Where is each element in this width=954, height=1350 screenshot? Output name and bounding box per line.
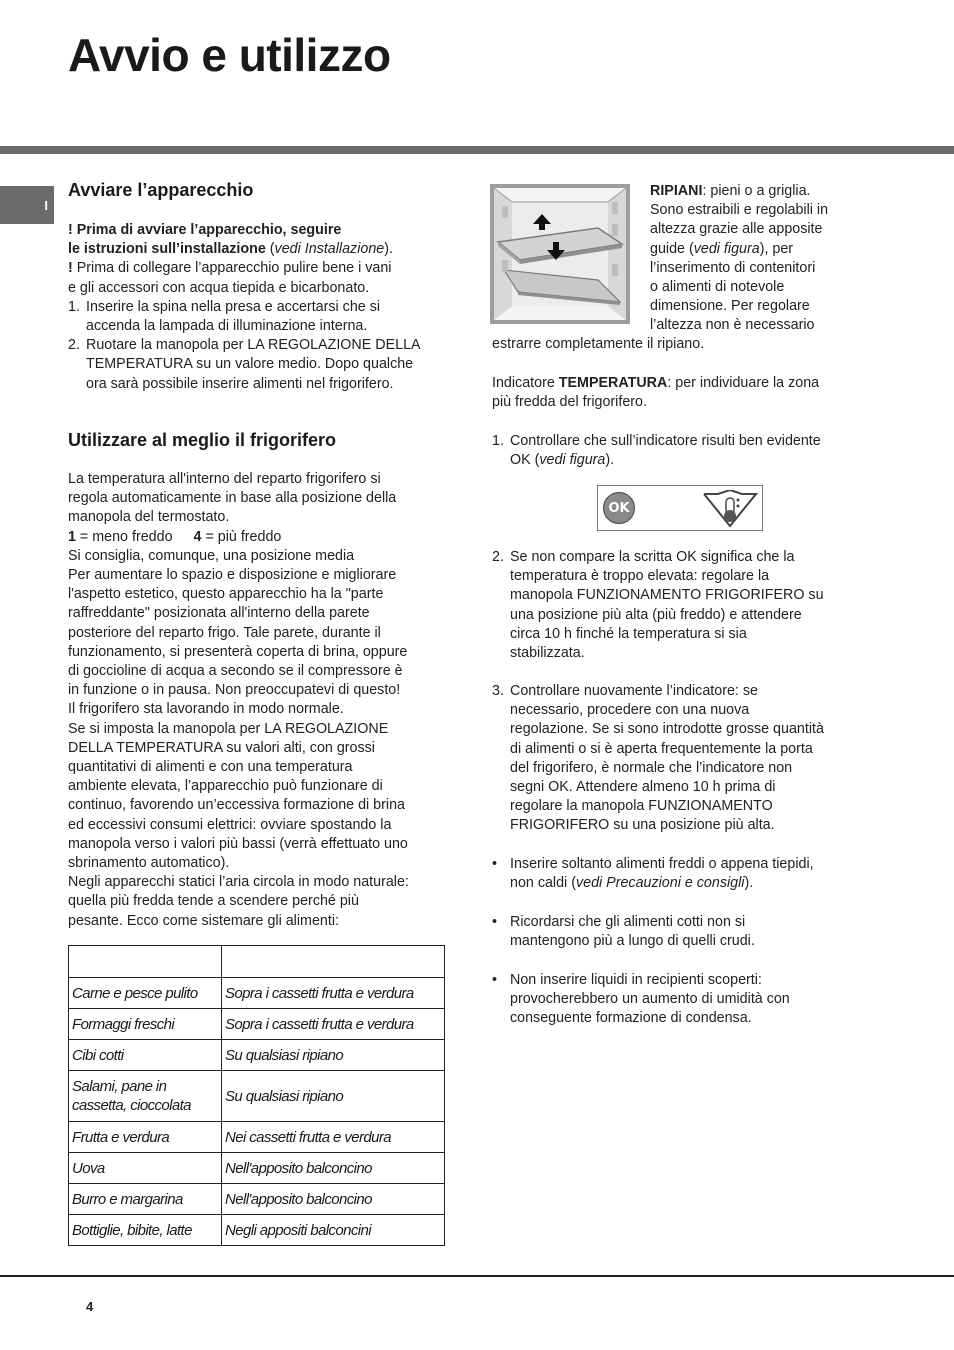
check-step-2-line: Se non compare la scritta OK significa che la (510, 549, 795, 565)
shelves-line-5: l’inserimento di contenitori (650, 259, 816, 276)
header-divider-bar (0, 146, 954, 154)
check-step-3-line: necessario, procedere con una nuova (510, 702, 750, 719)
table-cell-place: Nei cassetti frutta e verdura (222, 1122, 445, 1153)
check-step-3-line: regolazione. Se si sono introdotte grosse quantità (510, 721, 824, 738)
bullet-icon: • (492, 914, 498, 930)
table-cell-food (69, 1071, 222, 1122)
footer-divider (0, 1275, 954, 1277)
tip-1-line-1: Inserire soltanto alimenti freddi o appena tiepidi, (510, 856, 814, 872)
usage-line: Il frigorifero sta lavorando in modo normale. (68, 701, 344, 718)
table-cell-place: Nell'apposito balconcino (222, 1153, 445, 1184)
shelves-line-4-b: ), per (759, 240, 794, 257)
tip-3-item (492, 971, 864, 1029)
table-cell-place: Sopra i cassetti frutta e verdura (222, 1009, 445, 1040)
check-step-1-ref: vedi figura (539, 452, 606, 469)
usage-line: raffreddante" posizionata all'interno della parete (68, 605, 370, 622)
usage-line: Per aumentare lo spazio e disposizione e migliorare (68, 567, 397, 584)
scale-max-number: 4 (193, 528, 202, 545)
table-cell-food: Uova (69, 1153, 222, 1184)
check-step-3-line: segni OK. Attendere almeno 10 h prima di (510, 779, 776, 796)
table-cell-food: Bottiglie, bibite, latte (69, 1215, 222, 1246)
shelves-line-9: estrarre completamente il ripiano. (492, 336, 705, 352)
check-step-3-line: di alimenti o si è aperta frequentemente la porta (510, 740, 813, 757)
usage-line: sbrinamento automatico). (68, 855, 230, 872)
usage-line: Si consiglia, comunque, una posizione media (68, 547, 355, 564)
page-number: 4 (86, 1299, 94, 1314)
usage-line: manopola del termostato. (68, 509, 230, 526)
warning-1-bold-b: le istruzioni sull’installazione (68, 241, 266, 258)
bullet-icon: • (492, 972, 498, 988)
check-step-3-item (492, 682, 866, 836)
usage-line: ambiente elevata, l’apparecchio può funzionare di (68, 778, 383, 795)
table-cell-food-line-2: cassetta, cioccolata (72, 1097, 191, 1114)
start-step-1 (68, 298, 448, 336)
warning-1-paren-close: ). (384, 241, 393, 258)
table-cell-food: Formaggi freschi (69, 1009, 222, 1040)
tip-2-line-1: Ricordarsi che gli alimenti cotti non si (510, 914, 746, 930)
shelves-description (650, 182, 880, 336)
usage-lines-a (68, 470, 453, 528)
usage-line: quantitativi di alimenti e con una temperatura (68, 759, 353, 776)
check-step-3-line: regolare la manopola FUNZIONAMENTO (510, 798, 773, 815)
shelves-line-4-ref: vedi figura (693, 240, 760, 257)
table-header-row (69, 946, 445, 978)
table-row (69, 1184, 445, 1215)
usage-line: Negli apparecchi statici l’aria circola in modo naturale: (68, 874, 409, 891)
start-step-1-line-1: Inserire la spina nella presa e accertarsi che si (86, 298, 381, 315)
table-row (69, 1071, 445, 1122)
usage-line: l'aspetto estetico, questo apparecchio ha la "parte (68, 586, 384, 603)
usage-line: DELLA TEMPERATURA su valori alti, con grossi (68, 739, 375, 756)
check-step-2-line: circa 10 h finché la temperatura si sia (510, 625, 747, 642)
usage-line: pesante. Ecco come sistemare gli alimenti: (68, 912, 339, 929)
food-placement-table (68, 945, 445, 1246)
start-step-2-line-2: TEMPERATURA su un valore medio. Dopo qualche (86, 356, 414, 373)
tip-3-line-2: provocherebbero un aumento di umidità con (510, 991, 790, 1008)
usage-line: continuo, favorendo un’eccessiva formazione di brina (68, 797, 405, 814)
table-row (69, 1040, 445, 1071)
warning-2-mark: ! (68, 260, 73, 277)
usage-line: Se si imposta la manopola per LA REGOLAZIONE (68, 720, 389, 737)
check-step-3-line: Controllare nuovamente l’indicatore: se (510, 683, 758, 699)
ok-indicator-circle (603, 492, 635, 524)
table-row (69, 1215, 445, 1246)
usage-line: quella più fredda tende a scendere perché più (68, 893, 359, 910)
table-cell-place: Nell'apposito balconcino (222, 1184, 445, 1215)
indicator-line-2: più fredda del frigorifero. (492, 394, 647, 411)
shelves-line-7: dimensione. Per regolare (650, 298, 810, 315)
indicator-line-1-a: Indicatore (492, 375, 559, 391)
check-step-2 (492, 548, 864, 663)
shelves-label: RIPIANI (650, 183, 703, 199)
table-cell-place: Su qualsiasi ripiano (222, 1071, 445, 1122)
shelf-figure-icon (490, 184, 630, 324)
check-step-2-line: temperatura è troppo elevata: regolare la (510, 568, 770, 585)
usage-lines-b (68, 547, 453, 931)
scale-min-number: 1 (68, 528, 76, 545)
warning-1-ref: vedi Installazione (274, 241, 385, 258)
check-step-3 (492, 682, 866, 836)
warning-1 (68, 221, 448, 259)
language-tab (0, 186, 54, 224)
table-cell-place: Negli appositi balconcini (222, 1215, 445, 1246)
table-cell-food: Burro e margarina (69, 1184, 222, 1215)
indicator-description (492, 374, 864, 412)
check-step-2-line: una posizione più alta (più freddo) e attendere (510, 606, 802, 623)
check-step-3-line: del frigorifero, è normale che l’indicatore non (510, 759, 793, 776)
tip-3-line-3: conseguente formazione di condensa. (510, 1010, 752, 1027)
usage-line: regola automaticamente in base alla posizione della (68, 490, 397, 507)
check-step-2-item (492, 548, 864, 663)
section-heading-usage: Utilizzare al meglio il frigorifero (68, 430, 337, 450)
indicator-label: TEMPERATURA (558, 375, 668, 391)
scale-max-text: = più freddo (201, 528, 282, 545)
check-step-3-number: 3. (492, 683, 504, 699)
section-heading-start: Avviare l’apparecchio (68, 180, 254, 200)
shelves-line-2: Sono estraibili e regolabili in (650, 202, 829, 219)
indicator-line-1-b: : per individuare la zona (667, 375, 820, 391)
usage-line: posteriore del reparto frigo. Tale parete, durante il (68, 624, 381, 641)
table-row (69, 978, 445, 1009)
tip-3 (492, 971, 864, 1029)
table-row (69, 1009, 445, 1040)
warning-2-line-1: Prima di collegare l’apparecchio pulire bene i vani (72, 260, 392, 277)
usage-line: funzionamento, si presenterà coperta di brina, oppure (68, 643, 408, 660)
tip-2-line-2: mantengono più a lungo di quelli crudi. (510, 933, 755, 950)
start-instructions (68, 221, 448, 394)
start-step-2-line-1: Ruotare la manopola per LA REGOLAZIONE DELLA (86, 337, 421, 354)
page-title: Avvio e utilizzo (68, 29, 391, 81)
check-step-1-item (492, 432, 864, 470)
usage-line: ed eccessivi consumi elettrici: ovviare spostando la (68, 816, 392, 833)
usage-line: manopola verso i valori più bassi (verrà effettuato uno (68, 835, 408, 852)
warning-2-line-2: e gli accessori con acqua tiepida e bicarbonato. (68, 279, 370, 296)
tip-2-item (492, 913, 864, 951)
table-cell-food: Frutta e verdura (69, 1122, 222, 1153)
start-step-2-line-3: ora sarà possibile inserire alimenti nel frigorifero. (86, 375, 394, 392)
tip-3-line-1: Non inserire liquidi in recipienti scoperti: (510, 972, 762, 988)
start-step-2 (68, 336, 448, 394)
shelves-line-8: l’altezza non è necessario (650, 317, 815, 334)
bullet-icon: • (492, 856, 498, 872)
table-cell-food: Cibi cotti (69, 1040, 222, 1071)
tip-1-line-2-a: non caldi ( (510, 875, 576, 892)
check-step-1-number: 1. (492, 433, 504, 449)
shelves-line-1-text: : pieni o a griglia. (702, 183, 811, 199)
table-row (69, 1122, 445, 1153)
warning-1-paren-open: ( (265, 241, 275, 258)
check-step-2-line: stabilizzata. (510, 645, 585, 662)
tip-1-ref: vedi Precauzioni e consigli (575, 875, 745, 892)
table-header-cell (222, 946, 445, 978)
scale-min-text: = meno freddo (75, 528, 173, 545)
usage-line: La temperatura all'interno del reparto frigorifero si (68, 471, 381, 487)
table-cell-place: Sopra i cassetti frutta e verdura (222, 978, 445, 1009)
thermostat-scale (68, 528, 453, 547)
tip-1-item (492, 855, 864, 893)
check-step-1-line-2-b: ). (605, 452, 615, 469)
language-tab-label: I (44, 197, 48, 213)
table-cell-food-line-1: Salami, pane in (72, 1078, 167, 1095)
indicator-line-1 (492, 374, 864, 393)
table-cell-food: Carne e pesce pulito (69, 978, 222, 1009)
thermometer-indicator-icon (702, 490, 758, 528)
tip-1-line-2-b: ). (744, 875, 754, 892)
warning-2 (68, 259, 448, 297)
start-step-1-line-2: accenda la lampada di illuminazione interna. (86, 318, 368, 335)
shelf-illustration (490, 184, 630, 324)
usage-line: in funzione o in pausa. Non preoccupatevi di questo! (68, 682, 401, 699)
check-step-1-line-1: Controllare che sull’indicatore risulti ben evidente (510, 433, 821, 449)
shelves-line-1 (650, 182, 880, 201)
start-step-2-number: 2. (68, 337, 80, 354)
check-step-2-number: 2. (492, 549, 504, 565)
tip-1 (492, 855, 864, 893)
shelves-line-6: o alimenti di notevole (650, 279, 785, 296)
check-step-2-line: manopola FUNZIONAMENTO FRIGORIFERO su (510, 587, 824, 604)
ok-indicator-label: OK (608, 500, 630, 516)
usage-paragraph (68, 470, 453, 931)
temperature-indicator-figure (597, 485, 763, 531)
check-step-3-line: FRIGORIFERO su una posizione più alta. (510, 817, 775, 834)
start-step-1-number: 1. (68, 298, 80, 315)
shelves-line-3: altezza grazie alle apposite (650, 221, 823, 238)
table-header-cell (69, 946, 222, 978)
usage-line: di goccioline di acqua a secondo se il compressore è (68, 663, 403, 680)
table-row (69, 1153, 445, 1184)
warning-1-bold-a: ! Prima di avviare l’apparecchio, seguire (68, 222, 342, 238)
check-step-1 (492, 432, 864, 470)
shelves-line-4-a: guide ( (650, 240, 694, 257)
table-cell-place: Su qualsiasi ripiano (222, 1040, 445, 1071)
shelves-line-4 (650, 240, 880, 259)
tip-2 (492, 913, 864, 951)
check-step-1-line-2-a: OK ( (510, 452, 540, 469)
